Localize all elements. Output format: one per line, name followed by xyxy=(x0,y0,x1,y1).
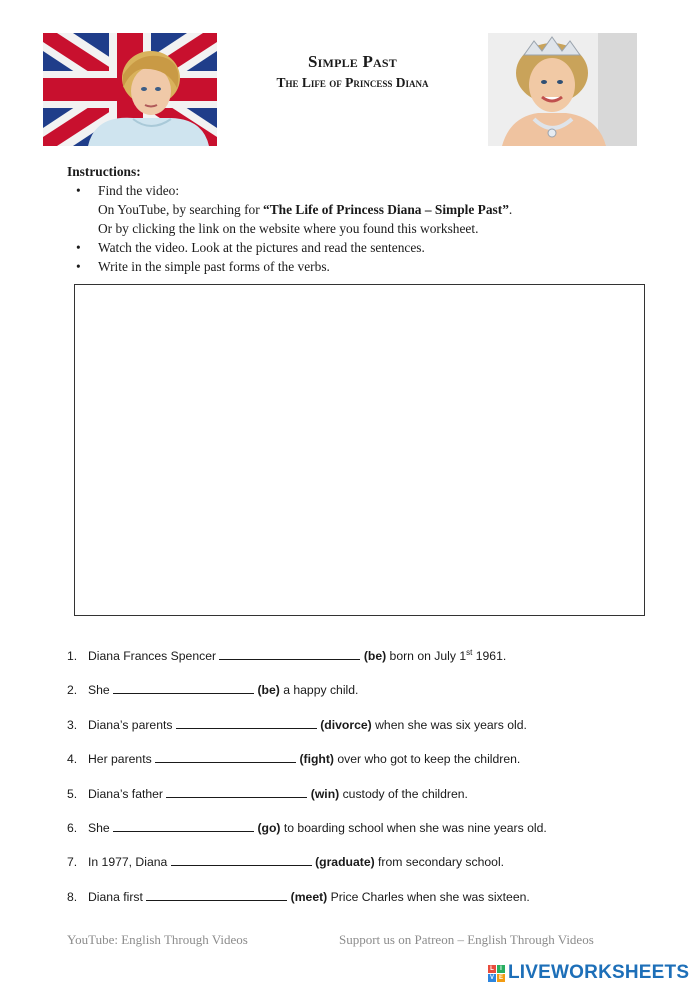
liveworksheets-wordmark: LIVEWORKSHEETS xyxy=(508,962,690,983)
bullet-icon: • xyxy=(76,183,81,198)
instructions-heading: Instructions: xyxy=(67,164,141,179)
instruction-continuation xyxy=(67,200,667,219)
answer-blank[interactable] xyxy=(166,786,307,798)
question-text: Her parents xyxy=(88,752,156,766)
answer-blank[interactable] xyxy=(146,889,287,901)
answer-blank[interactable] xyxy=(113,820,254,832)
verb-hint: (go) xyxy=(257,821,281,835)
instruction-text: Find the video: xyxy=(98,183,180,198)
question-text: Diana’s parents xyxy=(88,718,176,732)
diana-flag-photo xyxy=(43,33,217,146)
worksheet-title-block xyxy=(217,52,488,91)
verb-hint: (win) xyxy=(310,787,340,801)
question-1 xyxy=(67,648,506,663)
question-text: Diana’s father xyxy=(88,787,167,801)
liveworksheets-logo xyxy=(488,962,689,984)
liveworksheets-icon xyxy=(488,965,505,982)
question-number: 6. xyxy=(67,821,78,835)
question-8 xyxy=(67,889,530,904)
question-number: 5. xyxy=(67,787,78,801)
question-2 xyxy=(67,682,358,697)
verb-hint: (fight) xyxy=(299,752,334,766)
instruction-text: Watch the video. Look at the pictures and read the sentences. xyxy=(98,240,425,255)
bullet-icon: • xyxy=(76,240,81,255)
answer-blank[interactable] xyxy=(171,854,312,866)
question-4 xyxy=(67,751,520,766)
verb-hint: (graduate) xyxy=(315,855,375,869)
answer-blank[interactable] xyxy=(155,751,296,763)
answer-blank[interactable] xyxy=(219,648,360,660)
instruction-continuation xyxy=(67,219,667,238)
instruction-text: Or by clicking the link on the website where you found this worksheet. xyxy=(98,221,479,236)
diana-tiara-photo xyxy=(488,33,637,146)
question-text: over who got to keep the children. xyxy=(333,752,521,766)
instruction-item-write xyxy=(67,257,667,276)
instruction-text: On YouTube, by searching for xyxy=(98,202,264,217)
bullet-icon: • xyxy=(76,259,81,274)
question-number: 2. xyxy=(67,683,78,697)
video-frame[interactable] xyxy=(74,284,645,616)
logo-square: E xyxy=(498,974,503,981)
question-6 xyxy=(67,820,547,835)
worksheet-title: Simple Past xyxy=(308,52,397,71)
question-number: 1. xyxy=(67,649,78,664)
instructions-section xyxy=(67,162,667,276)
answer-blank[interactable] xyxy=(176,717,317,729)
question-text: Diana first xyxy=(88,890,147,904)
instruction-text: Write in the simple past forms of the verbs. xyxy=(98,259,330,274)
question-text: when she was six years old. xyxy=(371,718,527,732)
question-number: 7. xyxy=(67,855,78,869)
verb-hint: (be) xyxy=(363,649,387,664)
question-3 xyxy=(67,717,527,732)
verb-hint: (be) xyxy=(257,683,280,697)
question-text: a happy child. xyxy=(279,683,359,697)
answer-blank[interactable] xyxy=(113,682,254,694)
question-text: She xyxy=(88,683,114,697)
verb-hint: (divorce) xyxy=(320,718,372,732)
question-text: 1961. xyxy=(472,649,507,664)
footer-youtube-credit: YouTube: English Through Videos xyxy=(67,932,248,947)
instructions-list xyxy=(67,181,667,276)
question-text: custody of the children. xyxy=(339,787,468,801)
question-5 xyxy=(67,786,468,801)
logo-square: L xyxy=(488,965,496,973)
question-text: from secondary school. xyxy=(374,855,505,869)
instruction-item-watch xyxy=(67,238,667,257)
verb-hint: (meet) xyxy=(290,890,328,904)
question-number: 3. xyxy=(67,718,78,732)
question-text: In 1977, Diana xyxy=(88,855,171,869)
question-text: to boarding school when she was nine years old. xyxy=(280,821,547,835)
instruction-item-find-video xyxy=(67,181,667,200)
question-number: 8. xyxy=(67,890,78,904)
question-number: 4. xyxy=(67,752,78,766)
logo-square: V xyxy=(489,974,494,981)
question-text: Diana Frances Spencer xyxy=(88,649,220,664)
question-7 xyxy=(67,854,504,869)
question-text: Price Charles when she was sixteen. xyxy=(327,890,530,904)
question-text: born on July 1 xyxy=(386,649,467,664)
instruction-text: . xyxy=(508,202,513,217)
question-text: She xyxy=(88,821,114,835)
ordinal-suffix: st xyxy=(466,648,473,657)
worksheet-subtitle: The Life of Princess Diana xyxy=(276,75,429,90)
logo-square: I xyxy=(497,965,505,973)
video-search-term: “The Life of Princess Diana – Simple Past” xyxy=(263,202,509,217)
footer-patreon-credit: Support us on Patreon – English Through Videos xyxy=(339,932,594,947)
